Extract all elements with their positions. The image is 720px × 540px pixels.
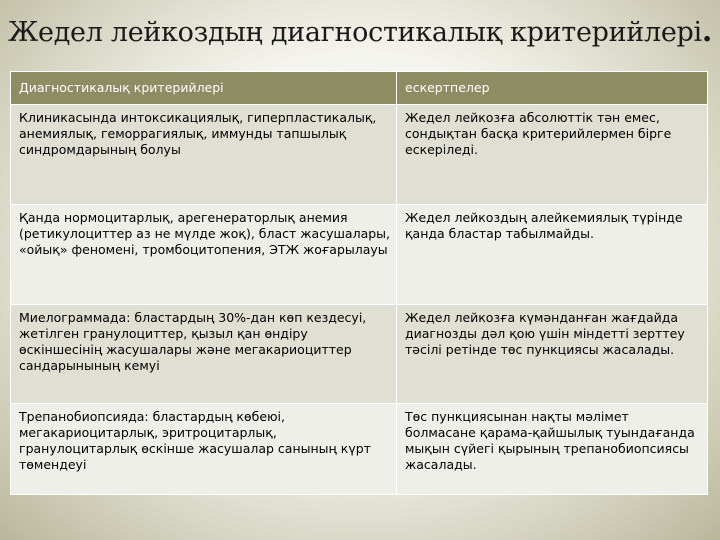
table-row bbox=[11, 205, 708, 305]
column-header-criteria: Диагностикалық критерийлері bbox=[11, 72, 397, 105]
table-row bbox=[11, 404, 708, 495]
slide-title-period: . bbox=[701, 14, 713, 49]
criterion-cell: Трепанобиопсияда: бластардың көбеюі, мегакариоцитарлық, эритроцитарлық, гранулоцитарлық өскінше жасушалар санының күрт төмендеуі bbox=[11, 404, 397, 495]
column-header-notes: ескертпелер bbox=[397, 72, 708, 105]
criterion-cell: Қанда нормоцитарлық, арегенераторлық анемия (ретикулоциттер аз не мүлде жоқ), бласт жасушалары, «ойық» феномені, тромбоцитопения, ЭТЖ жоғарылауы bbox=[11, 205, 397, 305]
note-cell: Жедел лейкоздың алейкемиялық түрінде қанда бластар табылмайды. bbox=[397, 205, 708, 305]
table-header-row bbox=[11, 72, 708, 105]
note-cell: Жедел лейкозға күмәнданған жағдайда диагнозды дәл қою үшін міндетті зерттеу тәсілі ретінде төс пункциясы жасалады. bbox=[397, 305, 708, 404]
criteria-table bbox=[10, 71, 708, 495]
note-cell: Төс пункциясынан нақты мәлімет болмасане қарама-қайшылық туындағанда мықын сүйегі қырының трепанобиопсиясы жасалады. bbox=[397, 404, 708, 495]
criterion-cell: Клиникасында интоксикациялық, гиперпластикалық, анемиялық, геморрагиялық, иммунды тапшылық синдромдарының болуы bbox=[11, 105, 397, 205]
slide-title-text: Жедел лейкоздың диагностикалық критерийлері bbox=[7, 17, 702, 48]
note-cell: Жедел лейкозға абсолюттік тән емес, сондықтан басқа критерийлермен бірге ескеріледі. bbox=[397, 105, 708, 205]
slide-title bbox=[0, 14, 720, 49]
criterion-cell: Миелограммада: бластардың 30%-дан көп кездесуі, жетілген гранулоциттер, қызыл қан өндіру өскіншесінің жасушалары және мегакариоциттер сандарынының кемуі bbox=[11, 305, 397, 404]
table-row bbox=[11, 105, 708, 205]
table-row bbox=[11, 305, 708, 404]
